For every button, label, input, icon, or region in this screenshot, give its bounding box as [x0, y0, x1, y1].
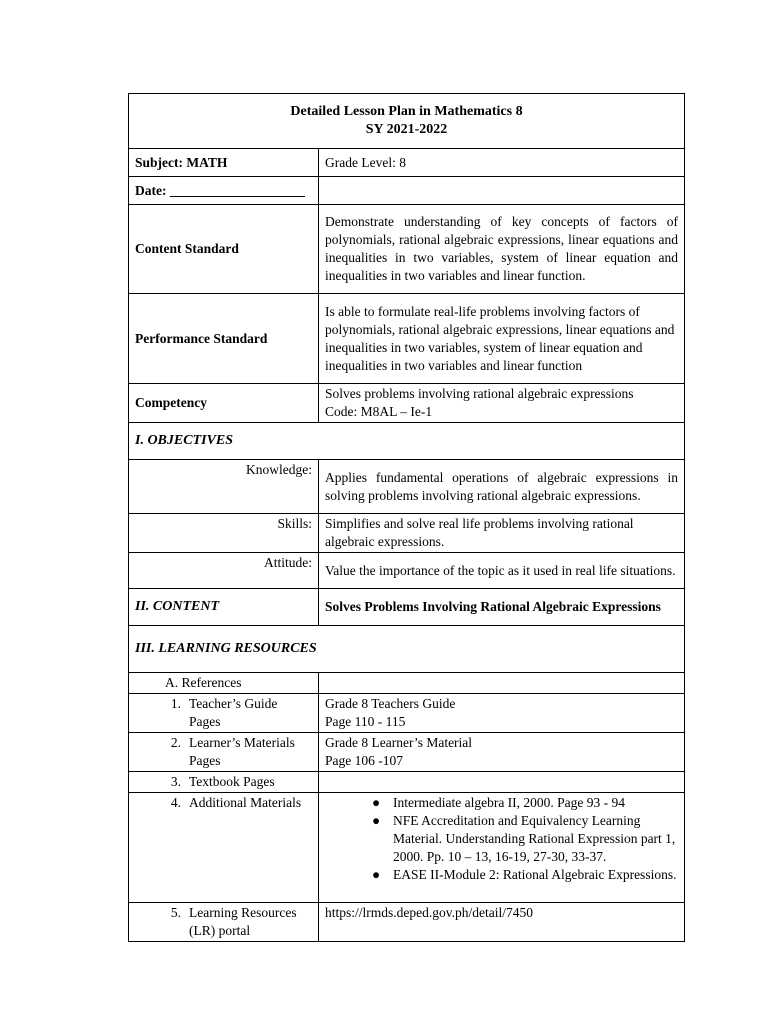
- item-number: 5.: [170, 905, 181, 920]
- item-label: Learning Resources (LR) portal: [189, 905, 297, 938]
- teachers-guide-pages: Page 110 - 115: [325, 714, 406, 729]
- lesson-plan-table: [128, 93, 685, 942]
- learners-materials-title: Grade 8 Learner’s Material: [325, 735, 473, 750]
- textbook-row: [129, 772, 685, 793]
- grade-level: Grade Level: 8: [319, 149, 685, 177]
- item-number: 4.: [170, 795, 181, 810]
- competency-row: [129, 384, 685, 423]
- item-label: Learner’s Materials Pages: [189, 735, 295, 768]
- title-row: [129, 94, 685, 149]
- list-item: [135, 794, 312, 812]
- teachers-guide-title: Grade 8 Teachers Guide: [325, 696, 456, 711]
- subject-label: Subject: MATH: [129, 149, 319, 177]
- additional-materials-list: [325, 794, 678, 884]
- bullet-item: [372, 866, 678, 884]
- lr-portal-cell: [129, 903, 319, 942]
- item-number: 3.: [170, 774, 181, 789]
- item-number: 1.: [170, 696, 181, 711]
- references-label: [129, 673, 319, 694]
- content-standard-row: [129, 205, 685, 294]
- knowledge-label: Knowledge:: [129, 460, 319, 514]
- competency-code: Code: M8AL – Ie-1: [325, 404, 433, 419]
- content-heading: II. CONTENT: [129, 589, 319, 626]
- date-row: [129, 177, 685, 205]
- bullet-text: EASE II-Module 2: Rational Algebraic Expressions.: [393, 867, 677, 882]
- learning-resources-heading-row: [129, 626, 685, 673]
- item-label: Additional Materials: [189, 795, 302, 810]
- date-value: [319, 177, 685, 205]
- teachers-guide-cell: [129, 694, 319, 733]
- attitude-label: Attitude:: [129, 553, 319, 589]
- attitude-text: Value the importance of the topic as it used in real life situations.: [319, 553, 685, 589]
- list-item: [135, 904, 312, 940]
- teachers-guide-value: [319, 694, 685, 733]
- learners-materials-value: [319, 733, 685, 772]
- bullet-text: Intermediate algebra II, 2000. Page 93 - 94: [393, 795, 626, 810]
- subject-row: [129, 149, 685, 177]
- item-label: Teacher’s Guide Pages: [189, 696, 278, 729]
- performance-standard-row: [129, 294, 685, 384]
- performance-standard-label: Performance Standard: [129, 294, 319, 384]
- objectives-heading: I. OBJECTIVES: [129, 423, 685, 460]
- knowledge-row: [129, 460, 685, 514]
- title-line-2: SY 2021-2022: [365, 122, 448, 137]
- list-item: [135, 695, 312, 731]
- item-label: Textbook Pages: [189, 774, 275, 789]
- textbook-cell: [129, 772, 319, 793]
- references-label-text: A. References: [165, 675, 242, 690]
- lr-portal-row: [129, 903, 685, 942]
- list-item: [135, 773, 312, 791]
- competency-label: Competency: [129, 384, 319, 423]
- competency-line-1: Solves problems involving rational algebraic expressions: [325, 386, 634, 401]
- attitude-row: [129, 553, 685, 589]
- bullet-icon: ●: [372, 813, 381, 828]
- title-line-1: Detailed Lesson Plan in Mathematics 8: [290, 104, 523, 119]
- page-title: [129, 94, 685, 149]
- content-standard-text: Demonstrate understanding of key concepts of factors of polynomials, rational algebraic expressions, linear equations and inequalities in two variables, system of linear equation and inequalities in two variables and linear function.: [319, 205, 685, 294]
- competency-text: [319, 384, 685, 423]
- bullet-item: [372, 794, 678, 812]
- list-item: [135, 734, 312, 770]
- learners-materials-cell: [129, 733, 319, 772]
- additional-materials-row: [129, 793, 685, 903]
- textbook-value: [319, 772, 685, 793]
- content-standard-label: Content Standard: [129, 205, 319, 294]
- references-row: [129, 673, 685, 694]
- content-text: Solves Problems Involving Rational Algebraic Expressions: [319, 589, 685, 626]
- bullet-item: [372, 812, 678, 866]
- learners-materials-pages: Page 106 -107: [325, 753, 403, 768]
- objectives-heading-row: [129, 423, 685, 460]
- references-value: [319, 673, 685, 694]
- skills-label: Skills:: [129, 514, 319, 553]
- item-number: 2.: [170, 735, 181, 750]
- learning-resources-heading: III. LEARNING RESOURCES: [129, 626, 685, 673]
- bullet-icon: ●: [372, 795, 381, 810]
- content-row: [129, 589, 685, 626]
- teachers-guide-row: [129, 694, 685, 733]
- date-label: Date: ____________________: [129, 177, 319, 205]
- additional-materials-cell: [129, 793, 319, 903]
- learners-materials-row: [129, 733, 685, 772]
- skills-row: [129, 514, 685, 553]
- bullet-icon: ●: [372, 867, 381, 882]
- knowledge-text: Applies fundamental operations of algebraic expressions in solving problems involving rational algebraic expressions.: [319, 460, 685, 514]
- skills-text: Simplifies and solve real life problems involving rational algebraic expressions.: [319, 514, 685, 553]
- additional-materials-value: [319, 793, 685, 903]
- performance-standard-text: Is able to formulate real-life problems involving factors of polynomials, rational algebraic expressions, linear equations and inequalities in two variables, system of linear equation and inequalities in two variables and linear function: [319, 294, 685, 384]
- bullet-text: NFE Accreditation and Equivalency Learning Material. Understanding Rational Expression part 1, 2000. Pp. 10 – 13, 16-19, 27-30, 33-37.: [393, 813, 676, 864]
- lr-portal-link[interactable]: https://lrmds.deped.gov.ph/detail/7450: [319, 903, 685, 942]
